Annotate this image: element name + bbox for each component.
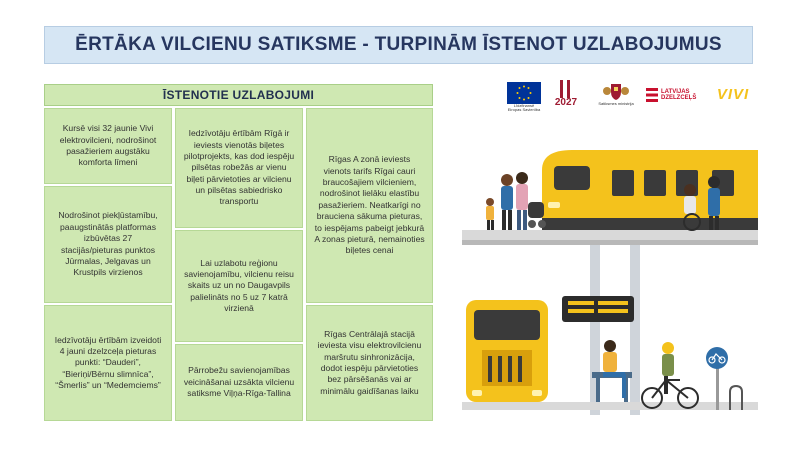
improvement-card-7: Rīgas A zonā ieviests vienots tarifs Rīgai cauri braucošajiem vilcieniem, nodrošinot lielāku elastību pasažieriem. Neatkarīgi no brauciena sākuma pieturas, to iespējams pabeigt jebkurā A zonas pieturā, nemainoties biļetes cenai: [306, 108, 433, 303]
eu-logo: [506, 82, 542, 113]
programme-year: 2027: [554, 97, 578, 108]
page-title: ĒRTĀKA VILCIENU SATIKSME - TURPINĀM ĪSTENOT UZLABOJUMUS: [44, 26, 753, 64]
ld-line-2: DZELZCEĻŠ: [661, 95, 697, 101]
improvement-card-3: Iedzīvotāju ērtībām izveidoti 4 jauni dzelzceļa pieturas punkti: “Dauderi”, “Bieriņi/Bērnu slimnīca”, “Šmerlis” un “Medemciems”: [44, 305, 172, 421]
ministry-caption: Satiksmes ministrija: [598, 101, 634, 106]
upper-train: [542, 150, 758, 230]
improvement-card-1: Kursē visi 32 jaunie Vivi elektrovilcieni, nodrošinot pasažieriem augstāku komforta līmeni: [44, 108, 172, 184]
family-passengers: [486, 172, 546, 230]
upper-platform-edge: [462, 240, 758, 245]
vivi-logo: [710, 86, 756, 103]
coat-of-arms-icon: [601, 82, 631, 102]
improvement-card-5: Lai uzlabotu reģionu savienojamību, vilcienu reisu skaits uz un no Daugavpils palielināts no 5 uz 7 katrā virzienā: [175, 230, 303, 342]
train-station-illustration: [462, 107, 758, 422]
departure-board: [562, 296, 634, 322]
vivi-wordmark: VIVI: [716, 86, 750, 103]
eu-flag-icon: [507, 82, 541, 104]
programme-mark-icon: [555, 80, 577, 98]
latvian-railway-logo: [646, 87, 702, 103]
improvement-card-4: Iedzīvotāju ērtībām Rīgā ir ieviests vienotās biļetes pilotprojekts, kas dod iespēju pilsētas robežās ar vienu biļeti pārvietoties ar vilcienu un pilsētas sabiedrisko transportu: [175, 108, 303, 228]
ld-mark-icon: [646, 87, 658, 103]
eu-caption-1: Līdzfinansē: [513, 103, 535, 108]
ministry-logo: [596, 82, 636, 106]
lower-platform: [462, 402, 758, 410]
upper-platform: [462, 230, 758, 240]
improvement-card-6: Pārrobežu savienojamības veicināšanai uzsākta vilcienu satiksme Viļņa-Rīga-Tallina: [175, 344, 303, 421]
cyclist: [642, 342, 698, 408]
bicycle-sign-icon: [706, 347, 728, 410]
support-column-right: [630, 245, 640, 415]
improvement-card-8: Rīgas Centrālajā stacijā ieviesta visu elektrovilcienu maršrutu sinhronizācija, dodot iespēju pārvietoties bez pārsēšanās vai ar minimālu gaidīšanas laiku: [306, 305, 433, 421]
improvement-card-2: Nodrošinot piekļūstamību, paaugstinātās platformas izbūvētas 27 stacijās/pieturas punktos Jūrmalas, Jelgavas un Krustpils virzienos: [44, 186, 172, 303]
programme-2027-logo: [551, 80, 581, 108]
lower-train: [466, 300, 548, 402]
section-header: ĪSTENOTIE UZLABOJUMI: [44, 84, 433, 106]
eu-caption-2: Eiropas Savienība: [507, 107, 541, 113]
ld-line-1: LATVIJAS: [661, 89, 690, 95]
